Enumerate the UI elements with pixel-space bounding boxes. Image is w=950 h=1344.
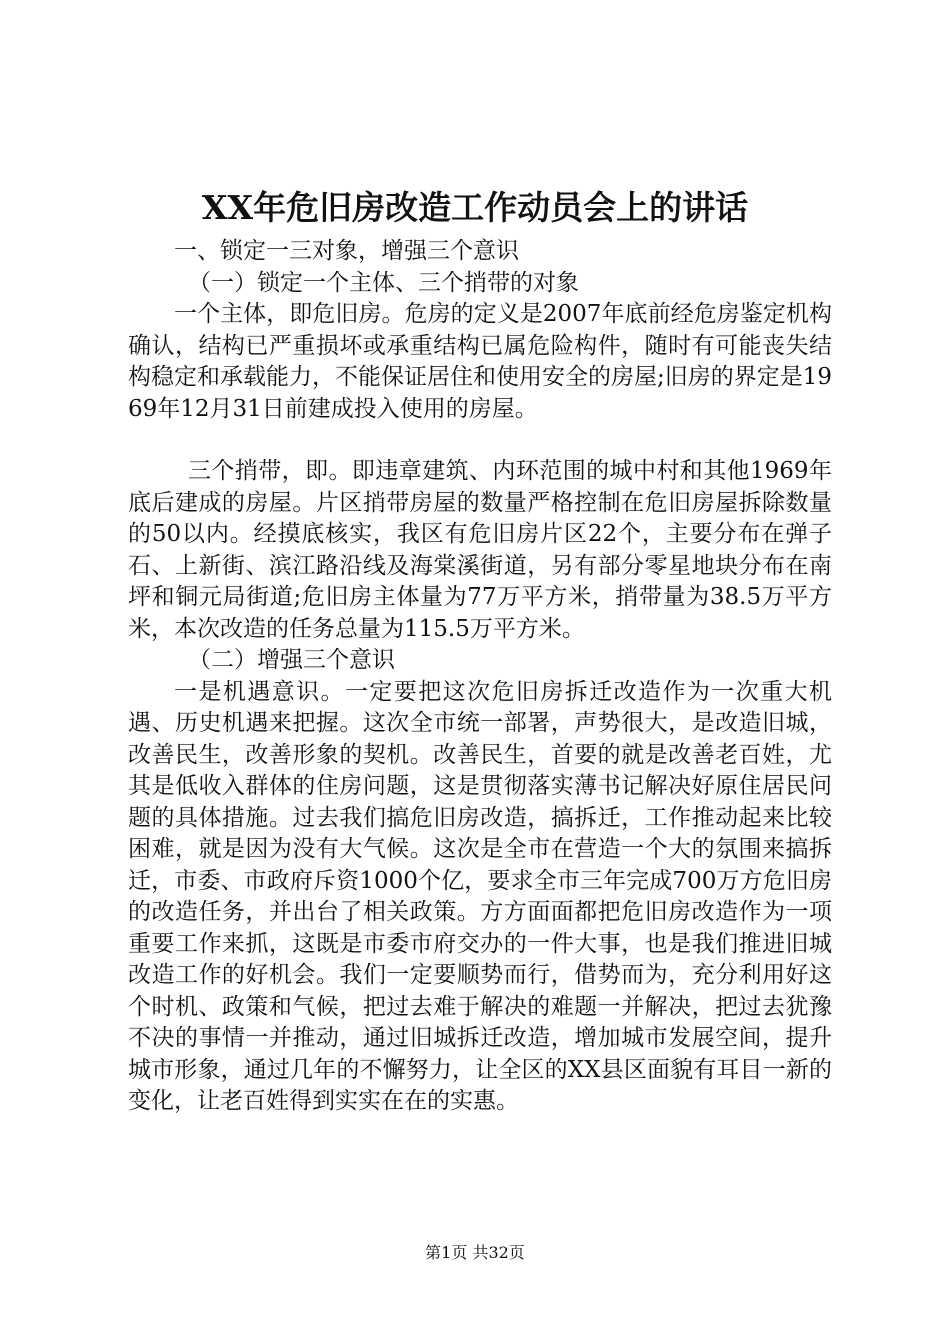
- document-body: [128, 236, 832, 1118]
- section-heading-1: 一、锁定一三对象，增强三个意识: [174, 238, 519, 264]
- paragraph-three-extras: 三个捎带，即。即违章建筑、内环范围的城中村和其他1969年底后建成的房屋。片区捎带房屋的数量严格控制在危旧房屋拆除数量的50以内。经摸底核实，我区有危旧房片区22个，主要分布在弹子石、上新街、滨江路沿线及海棠溪街道，另有部分零星地块分布在南坪和铜元局街道;危旧房主体量为77万平方米，捎带量为38.5万平方米，本次改造的任务总量为115.5万平方米。: [128, 458, 832, 642]
- paragraph-opportunity: 一是机遇意识。一定要把这次危旧房拆迁改造作为一次重大机遇、历史机遇来把握。这次全市统一部署，声势很大，是改造旧城，改善民生，改善形象的契机。改善民生，首要的就是改善老百姓，尤其是低收入群体的住房问题，这是贯彻落实薄书记解决好原住居民问题的具体措施。过去我们搞危旧房改造，搞拆迁，工作推动起来比较困难，就是因为没有大气候。这次是全市在营造一个大的氛围来搞拆迁，市委、市政府斥资1000个亿，要求全市三年完成700万方危旧房的改造任务，并出台了相关政策。方方面面都把危旧房改造作为一项重要工作来抓，这既是市委市府交办的一件大事，也是我们推进旧城改造工作的好机会。我们一定要顺势而行，借势而为，充分利用好这个时机、政策和气候，把过去难于解决的难题一并解决，把过去犹豫不决的事情一并推动，通过旧城拆迁改造，增加城市发展空间，提升城市形象，通过几年的不懈努力，让全区的XX县区面貌有耳目一新的变化，让老百姓得到实实在在的实惠。: [128, 678, 832, 1114]
- paragraph-main-body: 一个主体，即危旧房。危房的定义是2007年底前经危房鉴定机构确认，结构已严重损坏或承重结构已属危险构件，随时有可能丧失结构稳定和承载能力，不能保证居住和使用安全的房屋;旧房的界定是1969年12月31日前建成投入使用的房屋。: [128, 301, 833, 422]
- page-footer: 第1页 共32页: [425, 1243, 525, 1262]
- paragraph-gap: [128, 425, 832, 456]
- document-title: XX年危旧房改造工作动员会上的讲话: [201, 188, 749, 227]
- subsection-heading-1: （一）锁定一个主体、三个捎带的对象: [188, 269, 579, 296]
- subsection-heading-2: （二）增强三个意识: [188, 647, 395, 673]
